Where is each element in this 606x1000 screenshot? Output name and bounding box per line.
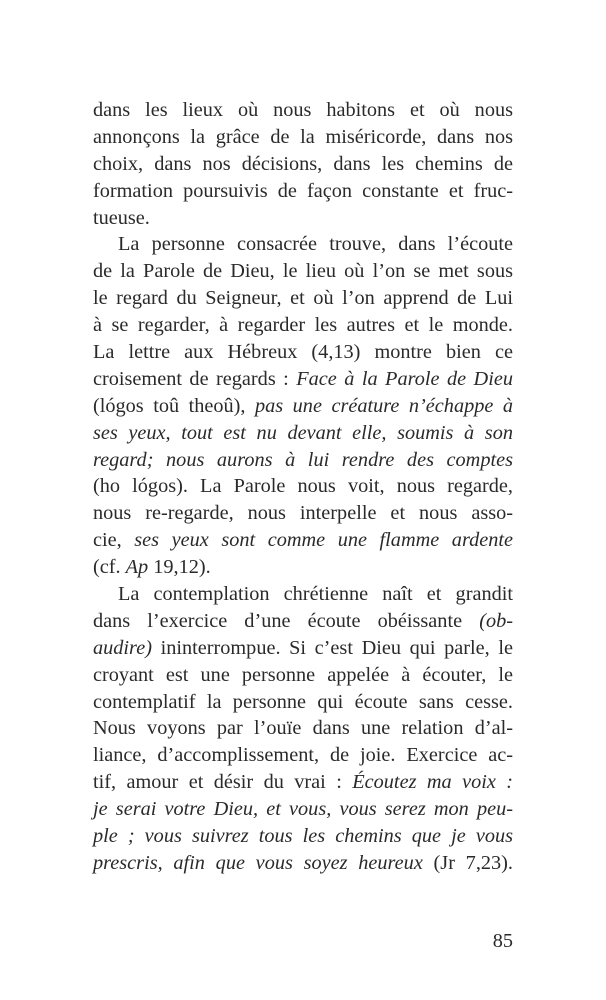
text-segment: tueuse. (93, 206, 150, 229)
text-line (93, 178, 513, 205)
text-line (93, 312, 513, 339)
text-line (93, 635, 513, 662)
text-line (93, 393, 513, 420)
text-line (93, 285, 513, 312)
text-line (93, 151, 513, 178)
body-text (93, 97, 513, 877)
text-line (93, 420, 513, 447)
text-line (93, 527, 513, 554)
italic-text: Face à la Parole de Dieu (296, 367, 513, 390)
text-line (93, 608, 513, 635)
text-line (93, 662, 513, 689)
text-segment: liance, d’accomplissement, de joie. Exercice ac- (93, 744, 513, 767)
text-line (93, 339, 513, 366)
italic-text: (ob- (479, 609, 513, 632)
text-line (93, 124, 513, 151)
text-segment: La contemplation chrétienne naît et grandit (118, 583, 513, 606)
text-line (93, 715, 513, 742)
text-segment: La personne consacrée trouve, dans l’écoute (118, 233, 513, 256)
text-segment: La lettre aux Hébreux (4,13) montre bien ce (93, 341, 513, 364)
text-segment: dans les lieux où nous habitons et où nous (93, 99, 513, 121)
text-segment: dans l’exercice d’une écoute obéissante (93, 609, 480, 632)
text-line (93, 796, 513, 823)
text-line (93, 850, 513, 877)
text-line (93, 742, 513, 769)
text-segment: 19,12). (148, 556, 211, 579)
text-line (93, 769, 513, 796)
text-line (93, 581, 513, 608)
text-segment: croyant est une personne appelée à écouter, le (93, 663, 513, 686)
text-line (93, 823, 513, 850)
italic-text: je serai votre Dieu, et vous, vous serez mon peu- (93, 798, 513, 821)
text-line (93, 689, 513, 716)
text-line (93, 97, 513, 124)
text-segment: (ho lógos). La Parole nous voit, nous regarde, (93, 475, 513, 498)
text-segment: ininterrompue. Si c’est Dieu qui parle, le (151, 636, 513, 659)
italic-text: Ap (125, 556, 149, 579)
text-segment: (lógos toû theoû), (93, 394, 255, 417)
text-segment: à se regarder, à regarder les autres et le monde. (93, 314, 513, 337)
text-segment: (Jr 7,23). (422, 851, 514, 874)
text-segment: cie, (93, 529, 135, 552)
text-line (93, 500, 513, 527)
italic-text: ses yeux sont comme une flamme ardente (134, 529, 514, 552)
italic-text: pas une créature n’échappe à (255, 394, 514, 417)
text-segment: annonçons la grâce de la miséricorde, dans nos (93, 125, 513, 148)
text-line (93, 554, 513, 581)
text-line (93, 447, 513, 474)
text-segment: formation poursuivis de façon constante et fruc- (93, 179, 513, 202)
italic-text: ple ; vous suivrez tous les chemins que je vous (93, 825, 513, 848)
text-segment: tif, amour et désir du vrai : (93, 771, 353, 794)
italic-text: prescris, afin que vous soyez heureux (93, 851, 423, 874)
text-line (93, 473, 513, 500)
text-line (93, 205, 513, 232)
text-segment: contemplatif la personne qui écoute sans cesse. (93, 690, 513, 713)
text-segment: choix, dans nos décisions, dans les chemins de (93, 152, 513, 175)
text-line (93, 258, 513, 285)
italic-text: ses yeux, tout est nu devant elle, soumis à son (93, 421, 513, 444)
text-line (93, 366, 513, 393)
text-segment: Nous voyons par l’ouïe dans une relation d’al- (93, 717, 513, 740)
text-segment: nous re-regarde, nous interpelle et nous asso- (93, 502, 513, 525)
italic-text: Écoutez ma voix : (352, 771, 514, 794)
text-segment: (cf. (93, 556, 126, 579)
italic-text: audire) (93, 636, 152, 659)
page-number: 85 (492, 930, 513, 952)
text-segment: le regard du Seigneur, et où l’on apprend de Lui (93, 287, 513, 310)
text-segment: croisement de regards : (93, 367, 297, 390)
text-line (93, 231, 513, 258)
italic-text: regard; nous aurons à lui rendre des comptes (93, 448, 513, 471)
text-segment: de la Parole de Dieu, le lieu où l’on se met sous (93, 260, 513, 283)
